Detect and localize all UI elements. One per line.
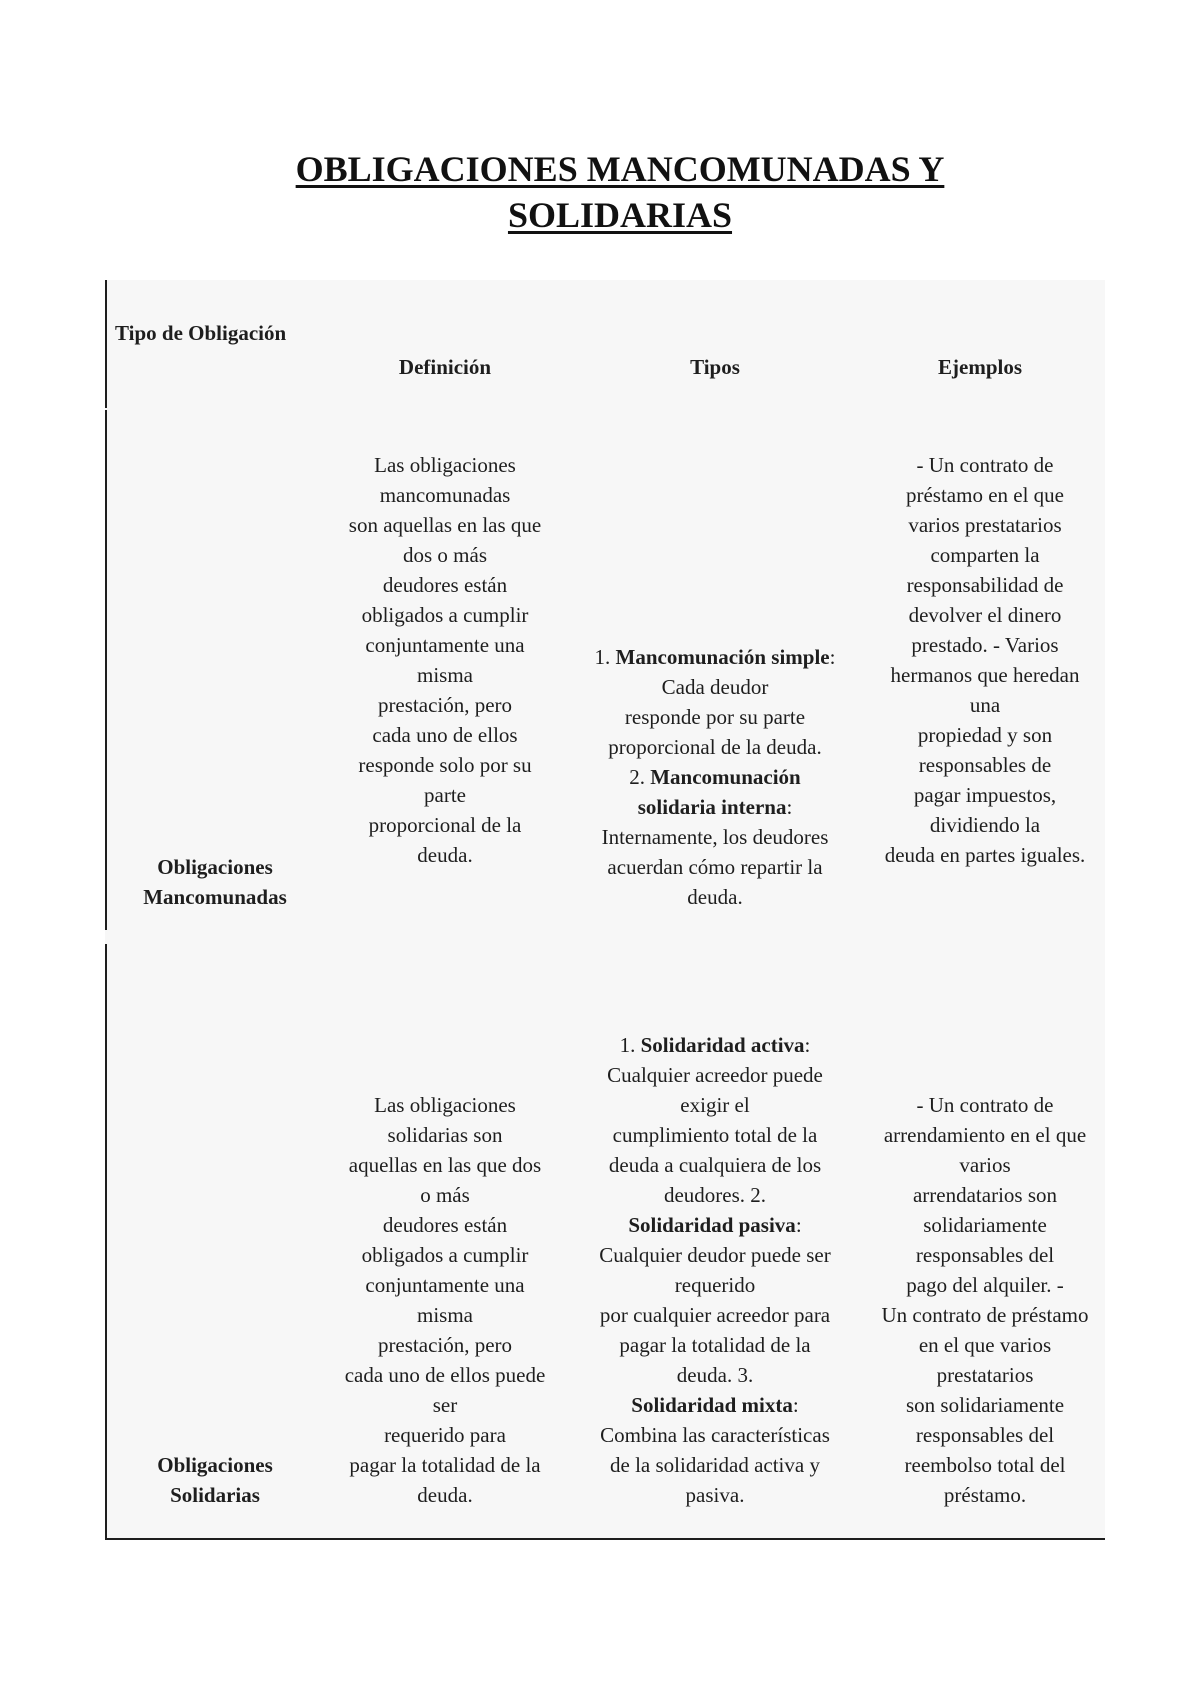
cell-line (570, 1120, 860, 1150)
row-mancomunadas-tipo: Obligaciones Mancomunadas (143, 855, 287, 909)
cell-line: deudores están (382, 573, 508, 597)
cell-line (570, 1030, 860, 1060)
cell-line: pago del alquiler. - (906, 1273, 1064, 1297)
title-line-2: SOLIDARIAS (507, 195, 733, 235)
cell-line: obligados a cumplir (361, 1243, 529, 1267)
cell-line: préstamo. (943, 1483, 1027, 1507)
header-tipo: Tipo de Obligación (115, 321, 287, 345)
cell-line: cada uno de ellos puede (344, 1363, 546, 1387)
line-text: deuda. (687, 885, 743, 909)
row-mancomunadas-tipos (570, 642, 860, 912)
cell-line: deudores están (382, 1213, 508, 1237)
cell-line: Un contrato de préstamo (881, 1303, 1089, 1327)
cell-line: prestado. - Varios (911, 633, 1059, 657)
cell-line: son aquellas en las que (348, 513, 542, 537)
line-text: requerido (674, 1273, 756, 1297)
row-solidarias-tipos (570, 1030, 860, 1510)
cell-line: devolver el dinero (908, 603, 1062, 627)
cell-line: aquellas en las que dos (348, 1153, 542, 1177)
line-text: acuerdan cómo repartir la (607, 855, 823, 879)
line-bold-term: Solidaridad activa (640, 1033, 805, 1057)
cell-line: responsables del (915, 1423, 1055, 1447)
table-left-border-top (105, 280, 107, 408)
line-text: Internamente, los deudores (601, 825, 829, 849)
cell-line: prestación, pero (377, 693, 513, 717)
cell-line (570, 792, 860, 822)
cell-line (570, 762, 860, 792)
line-bold-term: Mancomunación simple (615, 645, 830, 669)
line-text: 2. (629, 765, 651, 789)
cell-line (570, 1180, 860, 1210)
cell-line: - Un contrato de (916, 1093, 1054, 1117)
cell-line (570, 1360, 860, 1390)
cell-line (570, 852, 860, 882)
cell-line: responsables de (918, 753, 1052, 777)
cell-line: dos o más (403, 543, 487, 567)
cell-line (570, 1450, 860, 1480)
cell-line (570, 882, 860, 912)
line-text: Cualquier acreedor puede (607, 1063, 823, 1087)
cell-line: préstamo en el que (905, 483, 1065, 507)
cell-line (570, 1090, 860, 1120)
cell-line: conjuntamente una (365, 633, 525, 657)
cell-line: responsables del (915, 1243, 1055, 1267)
cell-line: comparten la (930, 543, 1040, 567)
cell-line: misma (417, 1303, 473, 1327)
line-text: 1. (619, 1033, 641, 1057)
cell-line: conjuntamente una (365, 1273, 525, 1297)
cell-line: deuda en partes iguales. (884, 843, 1086, 867)
cell-line: una (969, 693, 1001, 717)
cell-line: en el que varios (918, 1333, 1052, 1357)
cell-line (570, 1270, 860, 1300)
cell-line: mancomunadas (379, 483, 511, 507)
cell-line (570, 1300, 860, 1330)
cell-line: arrendatarios son (912, 1183, 1058, 1207)
line-bold-term: Solidaridad pasiva (628, 1213, 796, 1237)
line-text: : (786, 795, 793, 819)
cell-line: pagar la totalidad de la (349, 1453, 541, 1477)
cell-line: obligados a cumplir (361, 603, 529, 627)
header-ejemplos: Ejemplos (938, 355, 1022, 379)
cell-line: dividiendo la (929, 813, 1041, 837)
cell-line: reembolso total del (904, 1453, 1066, 1477)
line-text: cumplimiento total de la (612, 1123, 818, 1147)
line-text: de la solidaridad activa y (610, 1453, 820, 1477)
line-text: deuda a cualquiera de los (608, 1153, 822, 1177)
cell-line: o más (420, 1183, 470, 1207)
line-text: : (829, 645, 836, 669)
line-text: Cualquier deudor puede ser (599, 1243, 831, 1267)
line-text: pagar la totalidad de la (619, 1333, 811, 1357)
cell-line (570, 1210, 860, 1240)
cell-line: responsabilidad de (906, 573, 1064, 597)
cell-line: ser (432, 1393, 458, 1417)
cell-line (570, 1240, 860, 1270)
header-definicion: Definición (398, 355, 492, 379)
cell-line (570, 642, 860, 672)
cell-line: requerido para (384, 1423, 506, 1447)
cell-line: parte (424, 783, 466, 807)
obligations-table (105, 280, 1105, 1540)
cell-line: proporcional de la (368, 813, 522, 837)
cell-line (570, 1330, 860, 1360)
cell-line: prestación, pero (377, 1333, 513, 1357)
cell-line: prestatarios (936, 1363, 1034, 1387)
cell-line: arrendamiento en el que (883, 1123, 1087, 1147)
header-tipos: Tipos (690, 355, 740, 379)
line-text: : (792, 1393, 799, 1417)
line-text: 1. (594, 645, 616, 669)
line-bold-term: Solidaridad mixta (631, 1393, 793, 1417)
cell-line: pagar impuestos, (913, 783, 1057, 807)
line-text: : (795, 1213, 802, 1237)
line-text: responde por su parte (624, 705, 806, 729)
row-solidarias-ejemplos (860, 1090, 1110, 1510)
line-bold-term: solidaria interna (637, 795, 787, 819)
line-text: deuda. 3. (676, 1363, 754, 1387)
line-text: proporcional de la deuda. (608, 735, 822, 759)
cell-line (570, 1150, 860, 1180)
row-solidarias-definicion (315, 1090, 575, 1510)
line-text: pasiva. (685, 1483, 745, 1507)
row-mancomunadas-definicion (315, 450, 575, 870)
line-text: por cualquier acreedor para (599, 1303, 831, 1327)
row-mancomunadas-ejemplos (860, 450, 1110, 870)
row-solidarias-tipo: Obligaciones Solidarias (157, 1453, 273, 1507)
cell-line (570, 732, 860, 762)
document-title (0, 146, 1200, 238)
line-bold-term: Mancomunación (650, 765, 801, 789)
table-bottom-border (105, 1538, 1105, 1540)
cell-line: misma (417, 663, 473, 687)
cell-line: son solidariamente (905, 1393, 1065, 1417)
cell-line (570, 672, 860, 702)
cell-line: hermanos que heredan (890, 663, 1080, 687)
cell-line (570, 1480, 860, 1510)
cell-line: deuda. (417, 843, 473, 867)
cell-line: Las obligaciones (374, 453, 516, 477)
line-text: Cada deudor (661, 675, 769, 699)
cell-line (570, 1420, 860, 1450)
cell-line: varios (959, 1153, 1011, 1177)
cell-line: cada uno de ellos (372, 723, 518, 747)
line-text: Combina las características (600, 1423, 830, 1447)
cell-line (570, 1060, 860, 1090)
cell-line: propiedad y son (917, 723, 1053, 747)
cell-line (570, 1390, 860, 1420)
cell-line: solidarias son (387, 1123, 503, 1147)
cell-line: solidariamente (923, 1213, 1047, 1237)
cell-line: responde solo por su (358, 753, 532, 777)
line-text: exigir el (680, 1093, 750, 1117)
cell-line: deuda. (417, 1483, 473, 1507)
cell-line: Las obligaciones (374, 1093, 516, 1117)
cell-line (570, 822, 860, 852)
cell-line (570, 702, 860, 732)
line-text: deudores. 2. (663, 1183, 767, 1207)
cell-line: - Un contrato de (916, 453, 1054, 477)
cell-line: varios prestatarios (908, 513, 1062, 537)
title-line-1: OBLIGACIONES MANCOMUNADAS Y (295, 149, 945, 189)
line-text: : (804, 1033, 811, 1057)
